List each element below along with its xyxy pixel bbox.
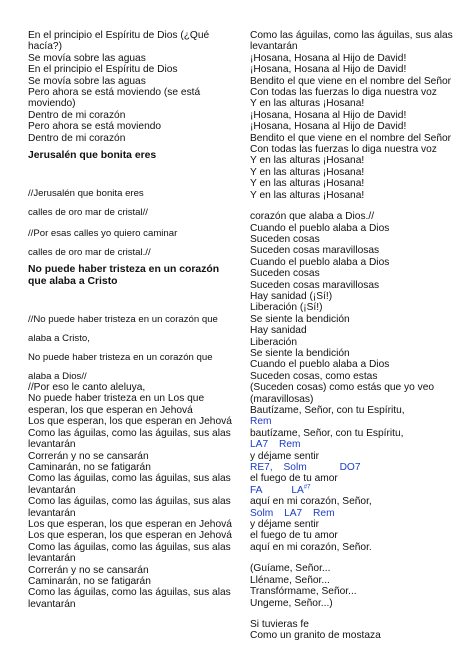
lyric-line: el fuego de tu amor	[250, 530, 338, 542]
lyric-line: Correrán y no se cansarán	[28, 450, 149, 462]
lyric-line: Como las águilas, como las águilas, sus alas levantarán	[28, 427, 231, 451]
lyric-line: Suceden cosas maravillosas	[250, 245, 380, 257]
lyric-line: Hay sanidad	[250, 325, 307, 337]
lyric-line: Se movía sobre las aguas	[28, 52, 146, 64]
lyric-line: Como las águilas, como las águilas, sus alas levantarán	[28, 473, 231, 496]
lyric-line: Bautízame, Señor, con tu Espíritu,	[250, 405, 405, 416]
chord: Solm	[283, 462, 307, 474]
lyric-line: Bendito el que viene en el nombre del Señor	[250, 75, 452, 87]
lyric-line: //No puede haber tristeza en un corazón que	[28, 314, 218, 326]
lyric-line: Cuando el pueblo alaba a Dios	[250, 222, 390, 234]
lyric-line: ¡Hosana, Hosana al Hijo de David!	[250, 121, 407, 133]
lyric-line: Con todas las fuerzas lo diga nuestra voz	[250, 144, 437, 156]
lyric-line: Caminarán, no se fatigarán	[28, 461, 151, 473]
lyric-line: Bendito el que viene en el nombre del Señor	[250, 132, 452, 144]
lyric-line: y déjame sentir	[250, 450, 320, 462]
lyric-line: Como las águilas, como las águilas, sus alas levantarán	[250, 30, 453, 53]
lyric-line: No puede haber tristeza en un corazón que	[28, 352, 213, 364]
lyric-line: Los que esperan, los que esperan en Jehová	[28, 530, 232, 542]
chord: LA$^{\#7}$	[291, 484, 311, 496]
lyric-line: Se siente la bendición	[250, 347, 350, 359]
lyric-line: Y en las alturas ¡Hosana!	[250, 155, 365, 167]
lyric-line: ¡Hosana, Hosana al Hijo de David!	[250, 109, 407, 121]
lyric-line: Dentro de mi corazón	[28, 132, 126, 144]
lyric-line: Pero ahora se está moviendo (se está moviendo)	[28, 87, 201, 110]
lyric-line: aquí en mi corazón, Señor,	[250, 496, 372, 508]
chord-line	[250, 416, 465, 427]
lyric-line: ¡Hosana, Hosana al Hijo de David!	[250, 64, 407, 76]
lyric-line: (Suceden cosas) como estás que yo veo (maravillosas)	[250, 382, 435, 405]
lyric-line: //Jerusalén que bonita eres	[28, 188, 144, 200]
right-column	[250, 30, 465, 642]
chord: Rem	[250, 416, 272, 428]
lyric-line: Cuando el pueblo alaba a Dios	[250, 359, 390, 371]
lyric-line: Transfórmame, Señor...	[250, 586, 357, 598]
lyric-line: Como las águilas, como las águilas, sus alas levantarán	[28, 587, 231, 610]
lyric-line: Se movía sobre las aguas	[28, 75, 146, 87]
lyric-line: alaba a Dios//	[28, 371, 87, 383]
lyric-line: aquí en mi corazón, Señor.	[250, 541, 372, 553]
lyric-line: Y en las alturas ¡Hosana!	[250, 166, 365, 178]
chord-line	[250, 462, 465, 473]
lyric-line: Pero ahora se está moviendo	[28, 121, 162, 133]
chord: Rem	[278, 439, 301, 451]
lyric-line: Suceden cosas	[250, 233, 320, 245]
lyric-line: el fuego de tu amor	[250, 473, 338, 485]
chord: DO7	[339, 462, 361, 474]
lyric-line: Si tuvieras fe	[250, 618, 309, 630]
lyric-line: Liberación	[250, 336, 298, 348]
chord-line	[250, 508, 465, 519]
chord: FA	[250, 484, 263, 496]
lyric-line: Suceden cosas, como estas	[250, 370, 378, 382]
lyric-line: calles de oro mar de cristal//	[28, 207, 148, 219]
lyric-line: Se siente la bendición	[250, 313, 350, 325]
lyric-line: Lléname, Señor...	[250, 574, 330, 586]
lyric-line: alaba a Cristo,	[28, 333, 90, 345]
lyric-line: Los que esperan, los que esperan en Jehová	[28, 416, 232, 428]
lyric-line: Ungeme, Señor...)	[250, 597, 333, 609]
lyric-line: No puede haber tristeza en un Los que esperan, los que esperan en Jehová	[28, 393, 205, 416]
chord-line	[250, 439, 465, 450]
lyric-line: Como las águilas, como las águilas, sus alas levantarán	[28, 541, 231, 565]
lyric-line: Como las águilas, como las águilas, sus alas levantarán	[28, 496, 231, 519]
lyric-line: En el principio el Espíritu de Dios (¿Qué hacía?)	[28, 30, 210, 53]
lyric-line: y déjame sentir	[250, 519, 320, 531]
lyric-line: Como un granito de mostaza	[250, 630, 381, 642]
chord-line	[250, 485, 465, 496]
lyric-line: Los que esperan, los que esperan en Jehová	[28, 518, 232, 530]
lyric-line: //Por eso le canto aleluya,	[28, 382, 146, 394]
lyric-line: Y en las alturas ¡Hosana!	[250, 189, 365, 201]
lyric-line: Y en las alturas ¡Hosana!	[250, 178, 365, 190]
lyric-line: corazón que alaba a Dios.//	[250, 211, 375, 223]
chord: LA7	[250, 439, 269, 451]
lyric-line: Hay sanidad (¡Sí!)	[250, 290, 333, 302]
lyric-line: Caminarán, no se fatigarán	[28, 575, 151, 587]
lyric-line: Con todas las fuerzas lo diga nuestra voz	[250, 87, 437, 99]
lyric-line: //Por esas calles yo quiero caminar	[28, 228, 178, 240]
lyric-line: Suceden cosas maravillosas	[250, 279, 380, 291]
lyric-line: ¡Hosana, Hosana al Hijo de David!	[250, 52, 407, 64]
song-title: Jerusalén que bonita eres	[28, 150, 157, 162]
chord: Solm	[250, 507, 274, 519]
lyric-line: Liberación (¡Sí!)	[250, 302, 323, 314]
lyric-line: calles de oro mar de cristal.//	[28, 247, 151, 259]
chord: RE7,	[250, 462, 273, 474]
chord: LA7	[284, 507, 303, 519]
lyric-line: Y en las alturas ¡Hosana!	[250, 98, 365, 110]
lyric-line: Suceden cosas	[250, 268, 320, 280]
chord: Rem	[313, 507, 335, 519]
lyric-line: bautízame, Señor, con tu Espíritu,	[250, 427, 404, 439]
lyric-line: Cuando el pueblo alaba a Dios	[250, 256, 390, 268]
song-title: No puede haber tristeza en un corazón que alaba a Cristo	[28, 264, 220, 288]
lyric-line: En el principio el Espíritu de Dios	[28, 64, 178, 76]
left-column	[28, 30, 240, 610]
lyric-line: Dentro de mi corazón	[28, 109, 126, 121]
lyric-line: (Guíame, Señor...	[250, 563, 331, 575]
lyric-line: Correrán y no se cansarán	[28, 564, 149, 576]
